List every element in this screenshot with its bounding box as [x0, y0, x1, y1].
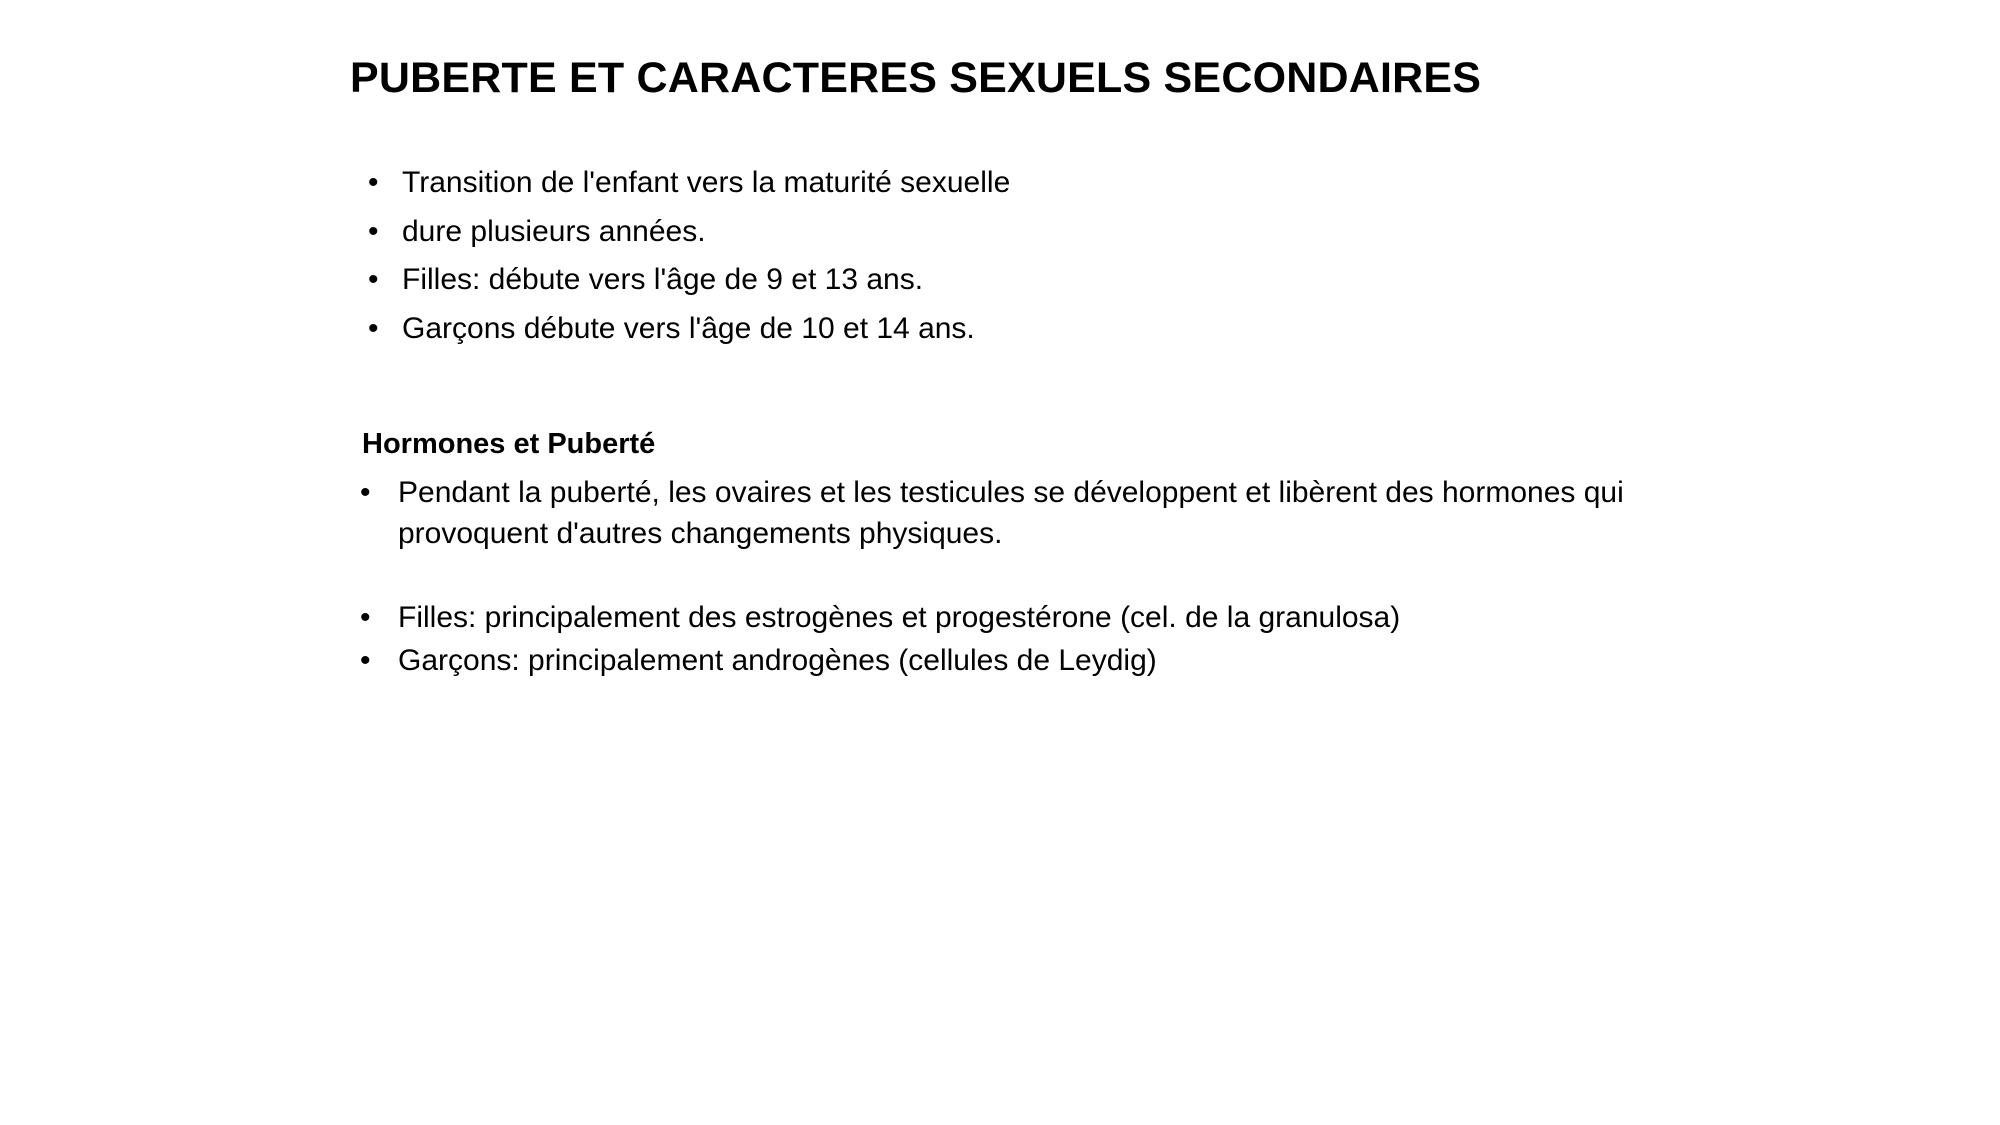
hormones-bullet-list — [360, 472, 1700, 682]
list-item-text: Pendant la puberté, les ovaires et les testicules se développent et libèrent des hormones qui provoquent d'autres changements physiques. — [398, 476, 1624, 551]
bullet-icon: • — [360, 476, 371, 509]
bullet-icon: • — [368, 214, 379, 248]
list-item-text: Filles: principalement des estrogènes et progestérone (cel. de la granulosa) — [398, 600, 1401, 634]
list-item-text: Garçons: principalement androgènes (cellules de Leydig) — [398, 644, 1157, 678]
section-heading: Hormones et Puberté — [362, 428, 656, 460]
list-item-text: Transition de l'enfant vers la maturité sexuelle — [402, 166, 1011, 199]
list-spacer — [360, 555, 1700, 597]
list-item — [360, 212, 1860, 252]
bullet-icon: • — [368, 263, 379, 297]
list-item-text: Filles: débute vers l'âge de 9 et 13 ans. — [402, 263, 924, 297]
list-item — [360, 163, 1860, 203]
list-item — [360, 260, 1860, 300]
list-item — [360, 472, 1700, 555]
list-item — [360, 309, 1860, 349]
list-item-text: Garçons débute vers l'âge de 10 et 14 ans. — [402, 311, 975, 345]
list-item — [360, 640, 1700, 681]
bullet-icon: • — [360, 600, 371, 634]
bullet-icon: • — [368, 166, 379, 199]
bullet-icon: • — [368, 311, 379, 345]
intro-bullet-list — [360, 163, 1860, 357]
list-item — [360, 597, 1700, 638]
bullet-icon: • — [360, 644, 371, 678]
page-title: PUBERTE ET CARACTERES SEXUELS SECONDAIRES — [350, 54, 1482, 102]
list-item-text: dure plusieurs années. — [402, 214, 706, 248]
